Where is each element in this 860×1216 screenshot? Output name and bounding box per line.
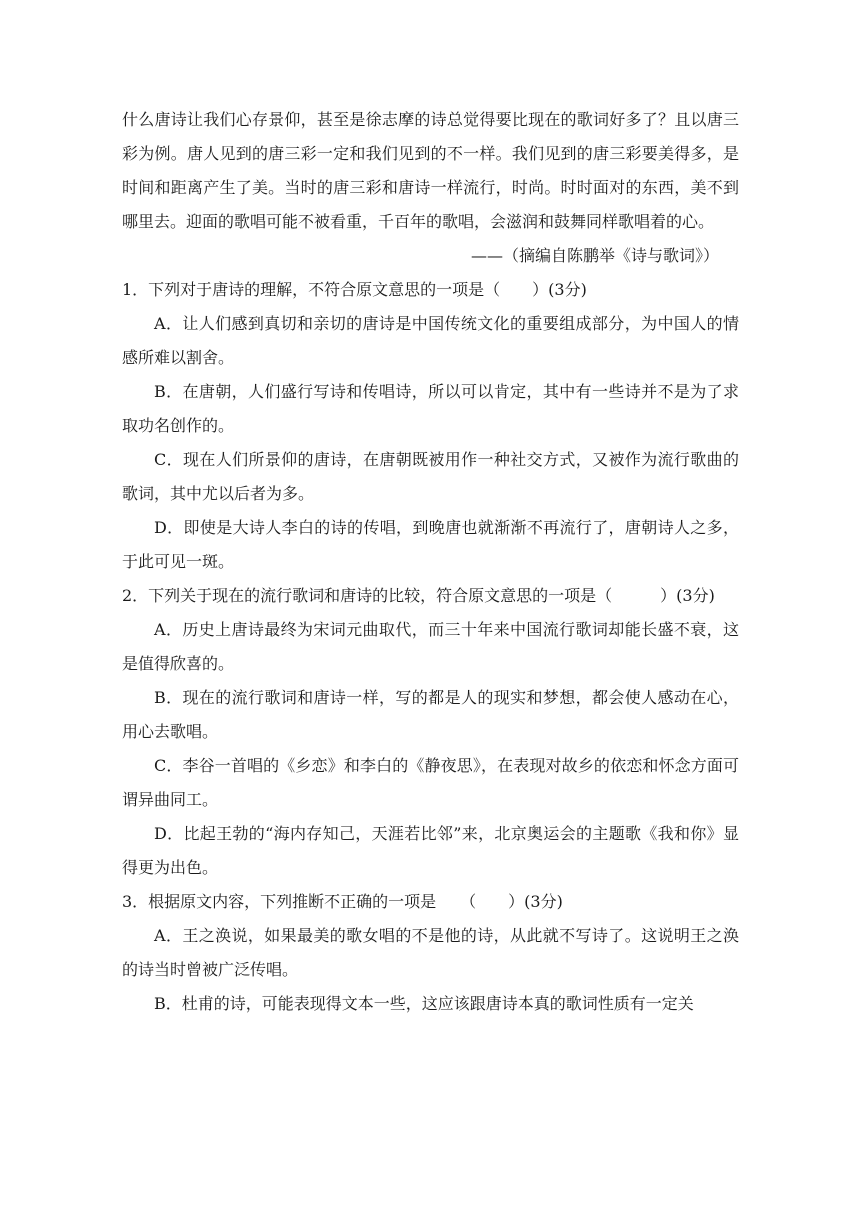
passage-source: ——（摘编自陈鹏举《诗与歌词》） xyxy=(470,246,719,265)
question-stem: 2．下列关于现在的流行歌词和唐诗的比较，符合原文意思的一项是（ ）(3分) xyxy=(122,586,715,605)
option-a: A．王之涣说，如果最美的歌女唱的不是他的诗，从此就不写诗了。这说明王之涣的诗当时曾被广泛传唱。 xyxy=(122,926,739,979)
question-stem: 1．下列对于唐诗的理解，不符合原文意思的一项是（ ）(3分) xyxy=(122,280,587,299)
question-stem: 3．根据原文内容，下列推断不正确的一项是 （ ）(3分) xyxy=(122,892,563,911)
passage-paragraph: 什么唐诗让我们心存景仰，甚至是徐志摩的诗总觉得要比现在的歌词好多了？且以唐三彩为例。唐人见到的唐三彩一定和我们见到的不一样。我们见到的唐三彩要美得多，是时间和距离产生了美。当时的唐三彩和唐诗一样流行，时尚。时时面对的东西，美不到哪里去。迎面的歌唱可能不被看重，千百年的歌唱，会滋润和鼓舞同样歌唱着的心。 xyxy=(122,110,739,231)
option-b: B．在唐朝，人们盛行写诗和传唱诗，所以可以肯定，其中有一些诗并不是为了求取功名创作的。 xyxy=(122,382,739,435)
question-2 xyxy=(122,579,739,885)
option-d: D．比起王勃的“海内存知己，天涯若比邻”来，北京奥运会的主题歌《我和你》显得更为出色。 xyxy=(122,824,739,877)
question-1 xyxy=(122,273,739,579)
option-a: A．让人们感到真切和亲切的唐诗是中国传统文化的重要组成部分，为中国人的情感所难以割舍。 xyxy=(122,314,739,367)
document-page xyxy=(122,103,739,1021)
option-c: C．李谷一首唱的《乡恋》和李白的《静夜思》，在表现对故乡的依恋和怀念方面可谓异曲同工。 xyxy=(122,756,739,809)
option-d: D．即使是大诗人李白的诗的传唱，到晚唐也就渐渐不再流行了，唐朝诗人之多，于此可见一斑。 xyxy=(122,518,739,571)
question-3 xyxy=(122,885,739,1021)
option-a: A．历史上唐诗最终为宋词元曲取代，而三十年来中国流行歌词却能长盛不衰，这是值得欣喜的。 xyxy=(122,620,739,673)
option-b: B．现在的流行歌词和唐诗一样，写的都是人的现实和梦想，都会使人感动在心，用心去歌唱。 xyxy=(122,688,739,741)
option-c: C．现在人们所景仰的唐诗，在唐朝既被用作一种社交方式，又被作为流行歌曲的歌词，其中尤以后者为多。 xyxy=(122,450,739,503)
option-b: B．杜甫的诗，可能表现得文本一些，这应该跟唐诗本真的歌词性质有一定关 xyxy=(154,994,694,1013)
